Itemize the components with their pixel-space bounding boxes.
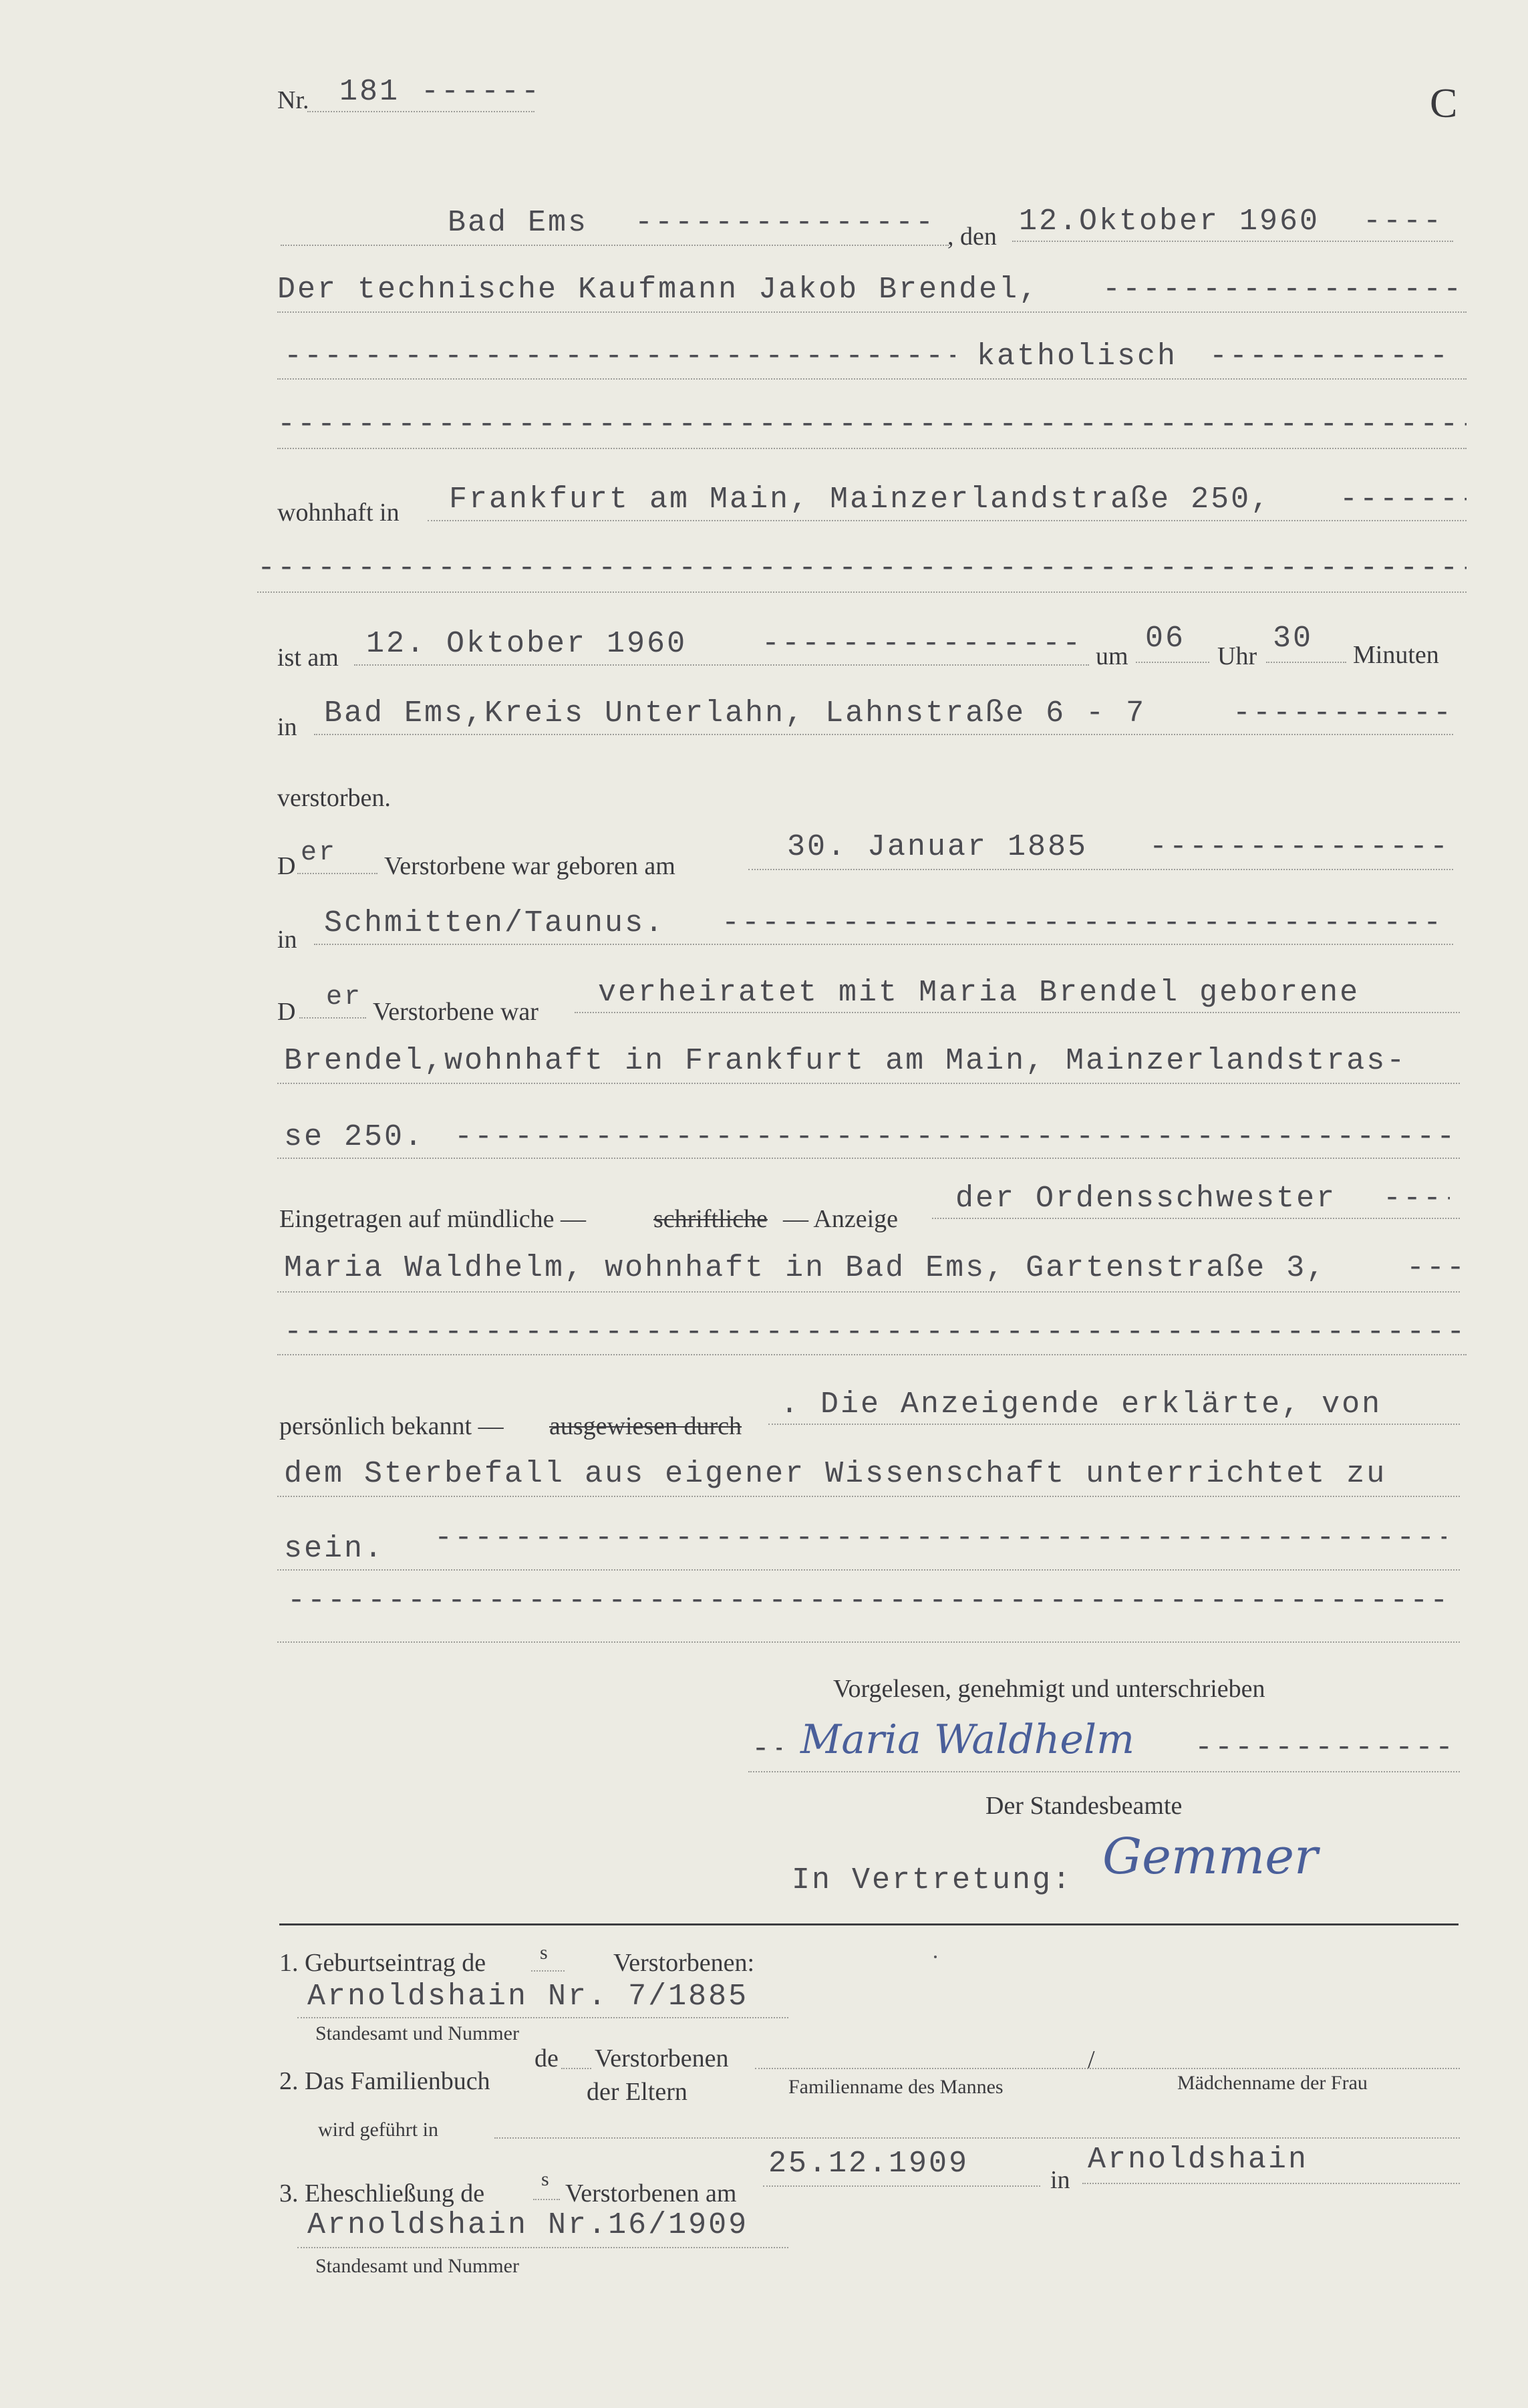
place-value: Bad Ems (448, 206, 589, 240)
dash-fill (421, 75, 534, 109)
marriage-line3: se 250. (284, 1120, 425, 1154)
dash-fill (277, 408, 1467, 442)
dash-fill (284, 340, 955, 374)
footer-item2-de: de (534, 2044, 559, 2072)
identity-struck-option: ausgewiesen durch (549, 1412, 742, 1440)
dotted-line (354, 664, 1089, 666)
registrar-label: Der Standesbeamte (985, 1792, 1183, 1820)
identity-line3: sein. (284, 1532, 385, 1566)
office-number-label: Standesamt und Nummer (315, 2022, 519, 2044)
dotted-line (257, 591, 1467, 593)
informant-signature: Maria Waldhelm (800, 1716, 1134, 1763)
birth-d-label: D (277, 852, 296, 880)
registration-struck-option: schriftliche (653, 1205, 768, 1233)
read-approved-label: Vorgelesen, genehmigt und unterschrieben (833, 1675, 1265, 1703)
marriage-line2: Brendel,wohnhaft in Frankfurt am Main, Mainzerlandstras- (284, 1044, 1407, 1078)
entry-number: 181 (339, 75, 400, 109)
minuten-label: Minuten (1353, 641, 1439, 669)
um-label: um (1096, 642, 1128, 670)
dash-fill (454, 1120, 1460, 1154)
dash-fill (1363, 205, 1443, 239)
in-label: in (277, 713, 297, 741)
death-hour: 06 (1145, 622, 1186, 656)
verstorben-label: verstorben. (277, 784, 391, 812)
footer-item3-value: Arnoldshain Nr.16/1909 (307, 2208, 749, 2242)
footer-item3-label: 3. Eheschließung de (279, 2179, 485, 2208)
dash-fill (1195, 1731, 1459, 1765)
dotted-line (768, 1424, 1460, 1425)
dash-fill (1406, 1251, 1460, 1285)
ink-spot (934, 1956, 937, 1958)
dash-fill (635, 206, 939, 240)
dotted-line (277, 1641, 1460, 1643)
nr-label: Nr. (277, 86, 309, 114)
footer-item3-sup: s (541, 2168, 549, 2190)
birth-place: Schmitten/Taunus. (324, 906, 665, 940)
identity-label: persönlich bekannt — (279, 1412, 504, 1440)
dotted-line (575, 1012, 1460, 1013)
marriage-label: Verstorbene war (373, 998, 539, 1026)
footer-item1-label2: Verstorbenen: (613, 1949, 755, 1977)
dash-fill (434, 1521, 1446, 1555)
footer-item2-parents: der Eltern (587, 2078, 687, 2106)
dotted-line (297, 2017, 788, 2018)
registration-value1: der Ordensschwester (955, 1182, 1337, 1216)
corner-letter: C (1430, 81, 1458, 126)
dotted-line (297, 873, 377, 874)
marriage-gender-suffix: er (326, 982, 363, 1013)
birth-in-label: in (277, 926, 297, 954)
dotted-line (277, 1354, 1467, 1355)
dotted-line (755, 2068, 1460, 2069)
section-divider (279, 1923, 1459, 1925)
dotted-line (277, 311, 1467, 313)
dotted-line (297, 2247, 788, 2248)
footer-item2-label: 2. Das Familienbuch (279, 2067, 490, 2095)
husband-name-label: Familienname des Mannes (788, 2076, 1004, 2098)
death-minute: 30 (1273, 622, 1314, 656)
dash-fill (1233, 696, 1446, 730)
birth-date: 30. Januar 1885 (787, 830, 1088, 864)
den-label: , den (947, 223, 997, 251)
marriage-date: 25.12.1909 (768, 2147, 969, 2181)
date-value: 12.Oktober 1960 (1019, 205, 1320, 239)
footer-item1-sup: s (540, 1942, 548, 1964)
ist-am-label: ist am (277, 644, 339, 672)
dotted-line (281, 245, 949, 246)
dotted-line (277, 1496, 1460, 1497)
dash-fill (257, 551, 1467, 585)
dotted-line (299, 1017, 366, 1019)
residence-label: wohnhaft in (277, 499, 400, 527)
dotted-line (307, 111, 534, 112)
footer-item2-deceased: Verstorbenen (595, 2044, 729, 2072)
residence-value: Frankfurt am Main, Mainzerlandstraße 250, (449, 483, 1271, 517)
dash-fill (762, 627, 1082, 661)
dotted-line (277, 1569, 1460, 1571)
death-place: Bad Ems,Kreis Unterlahn, Lahnstraße 6 - 7 (324, 696, 1147, 730)
uhr-label: Uhr (1217, 642, 1257, 670)
dotted-line (428, 520, 1467, 521)
religion-value: katholisch (977, 340, 1178, 374)
identity-line1: . Die Anzeigende erklärte, von (780, 1387, 1382, 1422)
registrar-signature: Gemmer (1102, 1828, 1318, 1885)
death-date: 12. Oktober 1960 (366, 627, 687, 661)
dash-fill (287, 1584, 1450, 1618)
dash-fill (752, 1732, 782, 1766)
dotted-line (1012, 241, 1453, 242)
dotted-line (277, 1291, 1460, 1293)
dash-fill (722, 906, 1446, 940)
dotted-line (1266, 662, 1346, 663)
dash-fill (284, 1315, 1467, 1349)
dotted-line (277, 1158, 1460, 1159)
footer-item3-label2: Verstorbenen am (565, 2179, 737, 2208)
dash-fill (1149, 830, 1446, 864)
marriage-place: Arnoldshain (1088, 2143, 1309, 2177)
family-book-slash: / (1088, 2046, 1095, 2074)
maiden-name-label: Mädchenname der Frau (1177, 2072, 1368, 2094)
dash-fill (1102, 273, 1467, 307)
dash-fill (1383, 1182, 1450, 1216)
dotted-line (748, 1771, 1460, 1772)
footer-item1-value: Arnoldshain Nr. 7/1885 (307, 1980, 749, 2014)
birth-gender-suffix: er (301, 838, 337, 868)
marriage-d-label: D (277, 998, 296, 1026)
marriage-line1: verheiratet mit Maria Brendel geborene (598, 976, 1360, 1010)
dotted-line (1136, 662, 1209, 663)
dotted-line (314, 944, 1453, 945)
registration-label: Eingetragen auf mündliche — (279, 1205, 587, 1233)
dotted-line (277, 448, 1467, 449)
deputy-label: In Vertretung: (792, 1863, 1073, 1897)
office-number-label-2: Standesamt und Nummer (315, 2255, 519, 2277)
dotted-line (277, 1083, 1460, 1084)
footer-item1-label: 1. Geburtseintrag de (279, 1949, 486, 1977)
registration-value2: Maria Waldhelm, wohnhaft in Bad Ems, Gartenstraße 3, (284, 1251, 1327, 1285)
kept-in-label: wird geführt in (318, 2119, 438, 2141)
dotted-line (932, 1218, 1460, 1219)
registration-label2: — Anzeige (783, 1205, 899, 1233)
dotted-line (314, 734, 1453, 735)
identity-line2: dem Sterbefall aus eigener Wissenschaft unterrichtet zu (284, 1457, 1387, 1491)
birth-label: Verstorbene war geboren am (384, 852, 675, 880)
dotted-line (1082, 2183, 1460, 2184)
dotted-line (748, 869, 1453, 870)
dotted-line (277, 378, 1467, 380)
dash-fill (1209, 340, 1450, 374)
dotted-line (533, 2199, 560, 2200)
dotted-line (531, 1970, 565, 1972)
reporter-line1: Der technische Kaufmann Jakob Brendel, (277, 273, 1040, 307)
dash-fill (1340, 483, 1467, 517)
footer-item3-in: in (1050, 2166, 1070, 2194)
dotted-line (494, 2137, 1460, 2139)
dotted-line (561, 2068, 591, 2069)
dotted-line (763, 2185, 1040, 2187)
